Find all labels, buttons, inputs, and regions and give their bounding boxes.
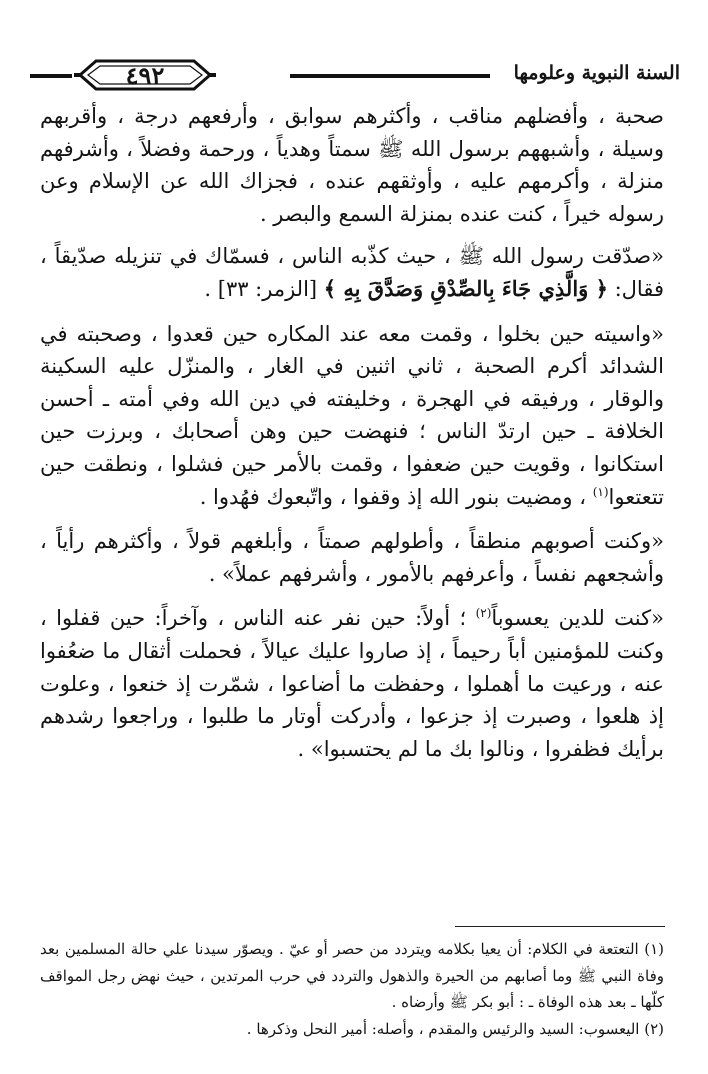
running-title: السنة النبوية وعلومها [513,62,680,84]
paragraph [40,100,664,230]
page-number-ornament [74,55,216,95]
paragraph-text: ، ومضيت بنور الله إذ وقفوا ، واتّبعوك فهُدوا . [199,484,593,509]
quran-verse: ﴿ وَالَّذِي جَاءَ بِالصِّدْقِ وَصَدَّقَ بِهِ ﴾ [323,275,608,301]
footnote-ref[interactable]: (٢) [475,606,492,621]
footnote-divider [455,926,665,927]
paragraph-text: «وكنت أصوبهم منطقاً ، وأطولهم صمتاً ، وأبلغهم قولاً ، وأكثرهم رأياً ، وأشجعهم نفساً ، وأعرفهم بالأمور ، وأشرفهم عملاً» . [40,529,664,586]
footnote: (٢) اليعسوب: السيد والرئيس والمقدم ، وأصله: أمير النحل وذكرها . [246,1019,664,1038]
paragraph [40,602,664,765]
paragraph-text: ؛ أولاً: حين نفر عنه الناس ، وآخراً: حين قفلوا ، وكنت للمؤمنين أباً رحيماً ، إذ صاروا عليك عيالاً ، فحملت أثقال ما ضعُفوا عنه ، ورعيت ما أهملوا ، وحفظت ما أضاعوا ، شمّرت إذ خنعوا ، وعلوت إذ هلعوا ، وصبرت إذ جزعوا ، وأدركت أوتار ما طلبوا ، وراجعوا رشدهم برأيك فظفروا ، ونالوا بك ما لم يحتسبوا» . [40,606,664,761]
paragraph [40,240,664,305]
paragraph-text: «صدّقت رسول الله ﷺ ، حيث كذّبه الناس ، فسمّاك في تنزيله صدّيقاً ، فقال: [40,244,664,301]
paragraph-text: «واسيته حين بخلوا ، وقمت معه عند المكاره حين قعدوا ، وصحبته في الشدائد أكرم الصحبة ، ثاني اثنين في الغار ، والمنزّل عليه السكينة والوقار ، ورفيقه في الهجرة ، وخليفته في دين الله وفي أمته ـ أحسن الخلافة ـ حين ارتدّ الناس ؛ فنهضت حين وهن أصحابك ، وبرزت حين استكانوا ، وقويت حين ضعفوا ، وقمت بالأمر حين فشلوا ، ونطقت حين تتعتعوا [40,321,664,509]
header-rule [290,74,490,78]
footnote: (١) التعتعة في الكلام: أن يعيا بكلامه ويتردد من حصر أو عيّ . ويصوّر سيدنا علي حالة المسلمين بعد وفاة النبي ﷺ وما أصابهم من الحيرة والذهول والتردد في حرب المرتدين ، حيث نهض رجل المواقف كلّها ـ بعد هذه الوفاة ـ : أبو بكر ﷺ وأرضاه . [40,940,664,1011]
paragraph [40,525,664,590]
header-rule-short [30,74,72,78]
paragraph-text: «كنت للدين يعسوباً [491,606,664,631]
page-header [30,52,680,96]
paragraph [40,318,664,514]
paragraph-text: صحبة ، وأفضلهم مناقب ، وأكثرهم سوابق ، وأرفعهم درجة ، وأقربهم وسيلة ، وأشبههم برسول الله ﷺ سمتاً وهدياً ، ورحمة وفضلاً ، وأشرفهم منزلة ، وأكرمهم عليه ، وأوثقهم عنده ، فجزاك الله عن الإسلام وعن رسوله خيراً ، كنت عنده بمنزلة السمع والبصر . [40,104,664,226]
page-number: ٤٩٢ [125,61,165,90]
main-text [40,100,664,777]
footnote-ref[interactable]: (١) [592,484,609,499]
footnotes [40,936,664,1042]
verse-reference: [الزمر: ٣٣] . [204,276,324,301]
